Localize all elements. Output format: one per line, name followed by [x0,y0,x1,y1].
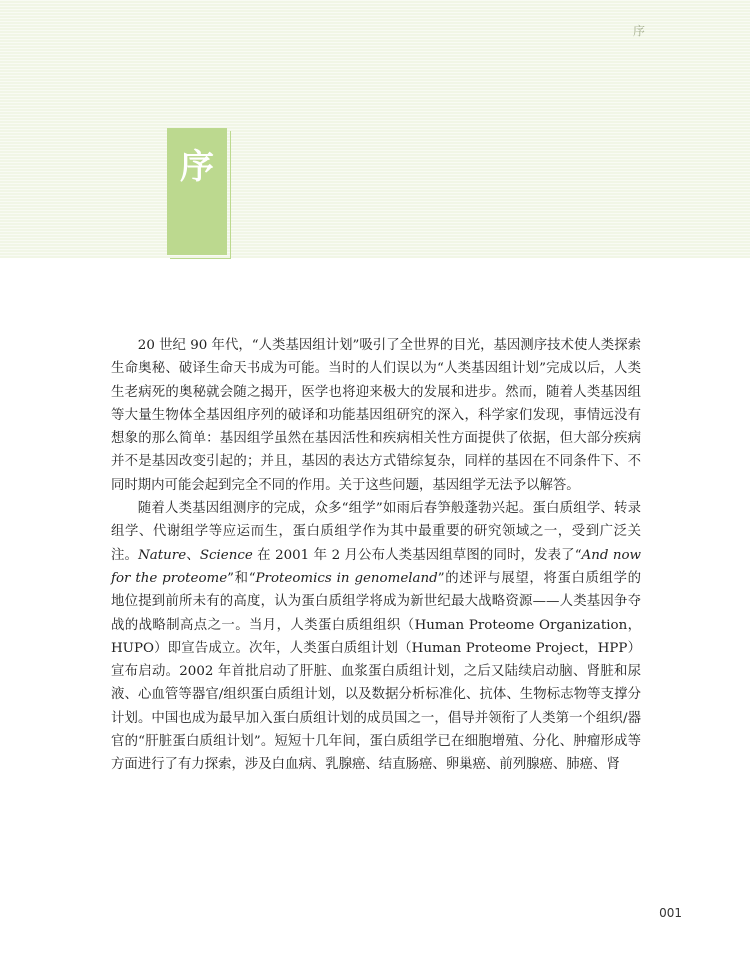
running-head: 序 [632,24,646,38]
paragraph-2 [111,497,641,777]
article-title-2: Proteomics in genomeland [255,570,438,586]
body-text [111,334,641,777]
p2-text-4: ”的述评与展望，将蛋白质组学的地位提到前所未有的高度，认为蛋白质组学将成为新世纪最大战略资源——人类基因争夺战的战略制高点之一。当月，人类蛋白质组组织（Human Proteome Organization，HUPO）即宣告成立。次年，人类蛋白质组计划（Human Proteome Project，HPP）宣布启动。2002 年首批启动了肝脏、血浆蛋白质组计划，之后又陆续启动脑、肾脏和尿液、心血管等器官/组织蛋白质组计划，以及数据分析标准化、抗体、生物标志物等支撑分计划。中国也成为最早加入蛋白质组计划的成员国之一，倡导并领衔了人类第一个组织/器官的“肝脏蛋白质组计划”。短短十几年间，蛋白质组学已在细胞增殖、分化、肿瘤形成等方面进行了有力探索，涉及白血病、乳腺癌、结直肠癌、卵巢癌、前列腺癌、肺癌、肾 [111,570,641,773]
p2-text-3: ”和“ [227,570,256,586]
p2-separator: 、 [186,547,200,563]
paragraph-1: 20 世纪 90 年代，“人类基因组计划”吸引了全世界的目光，基因测序技术使人类探索生命奥秘、破译生命天书成为可能。当时的人们误以为“人类基因组计划”完成以后，人类生老病死的奥秘就会随之揭开，医学也将迎来极大的发展和进步。然而，随着人类基因组等大量生物体全基因组序列的破译和功能基因组研究的深入，科学家们发现，事情远没有想象的那么简单：基因组学虽然在基因活性和疾病相关性方面提供了依据，但大部分疾病并不是基因改变引起的；并且，基因的表达方式错综复杂，同样的基因在不同条件下、不同时期内可能会起到完全不同的作用。关于这些问题，基因组学无法予以解答。 [111,338,641,493]
journal-nature: Nature [138,547,187,563]
page-number: 001 [659,906,682,920]
article-title-1: And now for the proteome [111,547,642,586]
chapter-title: 序 [180,147,214,187]
p2-text-1: 随着人类基因组测序的完成，众多“组学”如雨后春笋般蓬勃兴起。蛋白质组学、转录组学、代谢组学等应运而生，蛋白质组学作为其中最重要的研究领域之一，受到广泛关注。 [111,501,641,563]
chapter-title-block [167,128,227,255]
p2-text-2: 在 2001 年 2 月公布人类基因组草图的同时，发表了“ [252,547,582,563]
journal-science: Science [199,547,253,563]
